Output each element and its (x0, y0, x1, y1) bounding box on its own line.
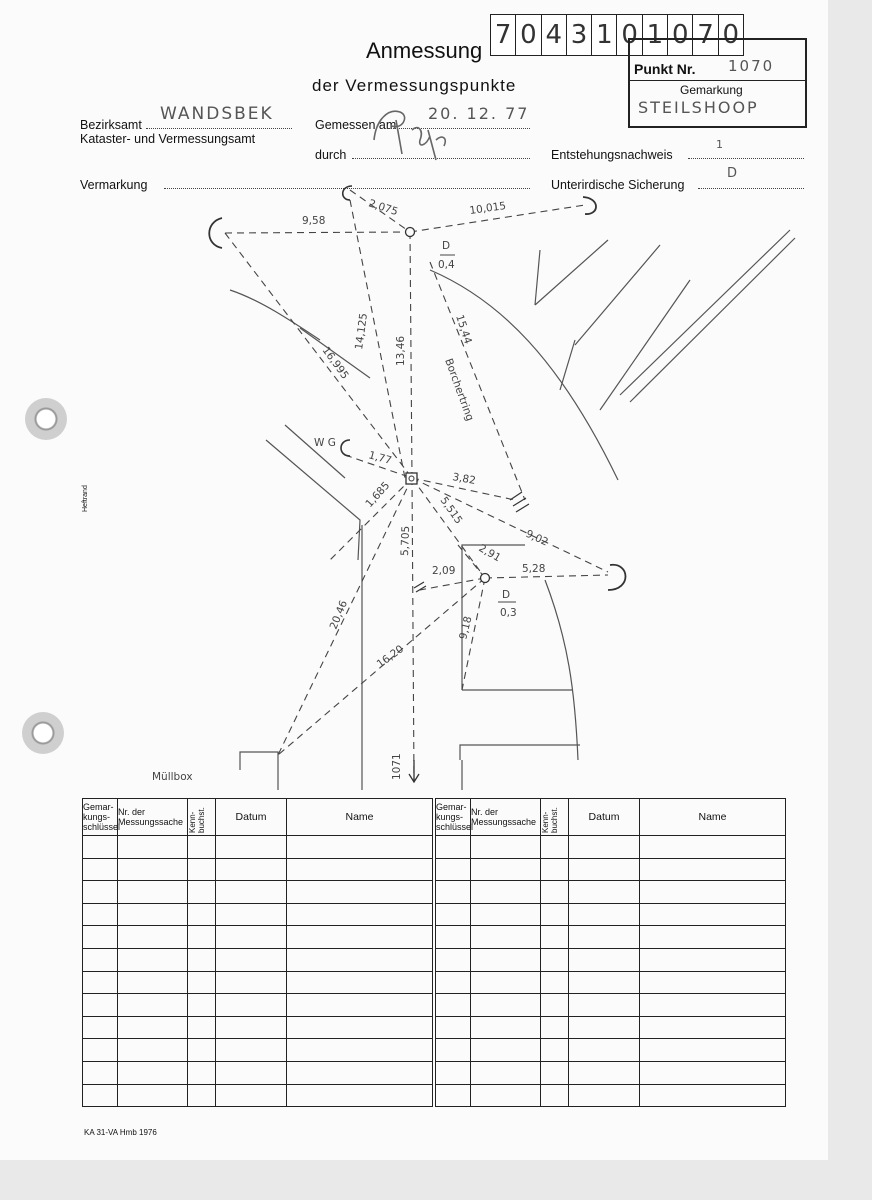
table-cell[interactable] (83, 1084, 118, 1107)
table-cell[interactable] (118, 1061, 188, 1084)
tie-line (420, 578, 485, 590)
table-cell[interactable] (569, 858, 640, 881)
id-digit: 1 (643, 15, 668, 55)
table-cell[interactable] (118, 1039, 188, 1062)
table-cell[interactable] (216, 948, 287, 971)
record-table-left (82, 798, 433, 1107)
table-cell[interactable] (287, 971, 433, 994)
sicherung-value: D (727, 166, 740, 181)
measure-label: 5,28 (522, 563, 546, 575)
tie-line (412, 478, 608, 572)
table-cell[interactable] (188, 1039, 216, 1062)
col-gemarkungsschluessel: Gemar-kungs-schlüssel (436, 799, 471, 836)
table-cell[interactable] (83, 994, 118, 1017)
table-cell[interactable] (541, 836, 569, 859)
building-edge (240, 752, 278, 790)
table-cell[interactable] (83, 903, 118, 926)
table-row (83, 858, 433, 881)
curb-line (545, 580, 578, 760)
hydrant-mark (414, 582, 426, 592)
measure-label: 2,075 (367, 197, 400, 219)
heftrand-label: Heftrand (82, 485, 89, 512)
measure-label: 2,91 (476, 542, 503, 565)
measure-label: 5,515 (437, 494, 465, 527)
table-cell[interactable] (216, 903, 287, 926)
table-cell[interactable] (83, 1016, 118, 1039)
bezirksamt-label: Bezirksamt (80, 118, 142, 132)
table-cell[interactable] (569, 836, 640, 859)
table-cell[interactable] (188, 926, 216, 949)
measure-label: 14,125 (353, 312, 371, 351)
id-digit: 4 (542, 15, 567, 55)
table-cell[interactable] (216, 1039, 287, 1062)
table-cell[interactable] (287, 836, 433, 859)
table-cell[interactable] (471, 836, 541, 859)
col-kennbuchstabe (188, 799, 216, 836)
table-cell[interactable] (471, 926, 541, 949)
tie-line (278, 478, 412, 755)
table-cell[interactable] (541, 881, 569, 904)
measure-label: 20,46 (327, 598, 351, 632)
table-cell[interactable] (471, 903, 541, 926)
table-cell[interactable] (569, 1061, 640, 1084)
measure-label: 10,015 (468, 199, 507, 217)
table-cell[interactable] (118, 926, 188, 949)
table-cell[interactable] (188, 994, 216, 1017)
table-cell[interactable] (216, 881, 287, 904)
table-cell[interactable] (216, 994, 287, 1017)
table-cell[interactable] (541, 994, 569, 1017)
table-row (436, 926, 786, 949)
table-cell[interactable] (118, 1016, 188, 1039)
table-row (436, 881, 786, 904)
table-row (83, 1016, 433, 1039)
table-cell[interactable] (436, 1016, 471, 1039)
table-cell[interactable] (569, 1016, 640, 1039)
table-cell[interactable] (118, 948, 188, 971)
id-digit: 3 (567, 15, 592, 55)
building-edge (460, 745, 580, 760)
table-cell[interactable] (118, 994, 188, 1017)
table-cell[interactable] (640, 858, 786, 881)
measure-label: 1,77 (367, 449, 393, 467)
table-row (83, 903, 433, 926)
table-row (83, 926, 433, 949)
id-digit: 0 (668, 15, 693, 55)
table-cell[interactable] (118, 858, 188, 881)
measure-label: 9,18 (457, 615, 475, 641)
table-cell[interactable] (83, 858, 118, 881)
table-cell[interactable] (541, 948, 569, 971)
table-cell[interactable] (436, 836, 471, 859)
table-cell[interactable] (83, 836, 118, 859)
table-cell[interactable] (118, 903, 188, 926)
table-cell[interactable] (188, 858, 216, 881)
marker-right-under: 0,3 (500, 607, 517, 619)
punkt-label: Punkt Nr. (634, 61, 696, 77)
col-kennbuchstabe-label: Kenn-buchst. (541, 807, 559, 833)
corner-marker (608, 565, 626, 590)
id-digit: 0 (516, 15, 541, 55)
hydrant-mark (510, 492, 529, 512)
table-cell[interactable] (287, 1016, 433, 1039)
table-cell[interactable] (287, 858, 433, 881)
survey-point-center (406, 473, 417, 484)
building-edge (266, 440, 360, 560)
table-cell[interactable] (216, 1084, 287, 1107)
table-row (83, 971, 433, 994)
building-edge (575, 245, 660, 345)
table-cell[interactable] (188, 881, 216, 904)
table-cell[interactable] (471, 881, 541, 904)
id-digit: 7 (693, 15, 718, 55)
survey-point-right (481, 574, 490, 583)
id-digit: 0 (722, 20, 740, 50)
tie-line (412, 478, 485, 578)
form-id: KA 31-VA Hmb 1976 (84, 1128, 157, 1137)
table-row (83, 948, 433, 971)
measure-label: 9,02 (523, 527, 551, 549)
table-cell[interactable] (188, 903, 216, 926)
table-cell[interactable] (471, 994, 541, 1017)
table-cell[interactable] (287, 1084, 433, 1107)
table-cell[interactable] (640, 1084, 786, 1107)
table-row (436, 1084, 786, 1107)
tie-line (410, 232, 412, 478)
corner-marker (209, 218, 222, 248)
vermarkung-label: Vermarkung (80, 178, 148, 192)
measure-label: 1,685 (363, 479, 393, 511)
table-cell[interactable] (287, 1061, 433, 1084)
table-cell[interactable] (216, 1061, 287, 1084)
table-cell[interactable] (83, 926, 118, 949)
measure-label: 15,44 (453, 313, 474, 346)
table-cell[interactable] (216, 926, 287, 949)
col-kennbuchstabe-label: Kenn-buchst. (188, 807, 206, 833)
table-cell[interactable] (541, 971, 569, 994)
id-digit: 1 (592, 15, 617, 55)
id-digit: 0 (617, 15, 642, 55)
building-edge (535, 240, 608, 305)
table-cell[interactable] (436, 1084, 471, 1107)
table-cell[interactable] (436, 926, 471, 949)
marker-top-under: 0,4 (438, 259, 455, 271)
building-edge (560, 340, 575, 390)
table-cell[interactable] (436, 858, 471, 881)
form-subtitle: der Vermessungspunkte (312, 76, 517, 95)
table-row (83, 881, 433, 904)
table-cell[interactable] (436, 1061, 471, 1084)
table-cell[interactable] (541, 926, 569, 949)
tie-line (412, 478, 414, 780)
table-cell[interactable] (471, 1084, 541, 1107)
table-cell[interactable] (287, 948, 433, 971)
table-cell[interactable] (216, 858, 287, 881)
table-cell[interactable] (569, 994, 640, 1017)
table-row (83, 1039, 433, 1062)
id-digit: 7 (491, 15, 516, 55)
table-cell[interactable] (471, 1016, 541, 1039)
rail-line (620, 230, 795, 402)
col-name: Name (287, 799, 433, 836)
table-cell[interactable] (83, 1061, 118, 1084)
table-cell[interactable] (216, 836, 287, 859)
table-row (436, 1039, 786, 1062)
gemessen-label: Gemessen am (315, 118, 397, 132)
table-row (83, 836, 433, 859)
corner-marker (343, 186, 352, 200)
wg-label: W G (314, 437, 336, 449)
table-cell[interactable] (541, 858, 569, 881)
table-cell[interactable] (569, 948, 640, 971)
gemessen-value: 20. 12. 77 (428, 104, 530, 123)
table-cell[interactable] (287, 881, 433, 904)
table-cell[interactable] (436, 948, 471, 971)
table-cell[interactable] (436, 971, 471, 994)
table-cell[interactable] (569, 1084, 640, 1107)
table-cell[interactable] (188, 1016, 216, 1039)
gemarkung-label: Gemarkung (680, 83, 743, 97)
bezirksamt-value: WANDSBEK (160, 104, 274, 124)
col-kennbuchstabe (541, 799, 569, 836)
table-cell[interactable] (640, 903, 786, 926)
record-table-right (435, 798, 786, 1107)
measure-label: 9,58 (302, 215, 326, 227)
table-row (83, 1084, 433, 1107)
table-cell[interactable] (640, 836, 786, 859)
table-cell[interactable] (640, 1016, 786, 1039)
table-cell[interactable] (188, 971, 216, 994)
table-row (436, 836, 786, 859)
table-cell[interactable] (471, 858, 541, 881)
table-cell[interactable] (436, 881, 471, 904)
ref-point-label: 1071 (391, 753, 403, 780)
entstehung-label: Entstehungsnachweis (551, 148, 673, 162)
table-cell[interactable] (287, 926, 433, 949)
form-title: Anmessung (366, 38, 483, 63)
table-cell[interactable] (83, 971, 118, 994)
tie-line (430, 262, 525, 500)
measure-label: 5,705 (399, 525, 413, 557)
tie-line (485, 575, 608, 578)
table-cell[interactable] (569, 903, 640, 926)
entstehung-value: 1 (716, 138, 725, 151)
record-rows (83, 836, 433, 1107)
table-cell[interactable] (118, 881, 188, 904)
table-cell[interactable] (83, 948, 118, 971)
tie-line (225, 232, 410, 233)
measure-label: 2,09 (432, 565, 456, 577)
table-cell[interactable] (118, 1084, 188, 1107)
measure-label: 13,46 (395, 335, 407, 366)
col-name: Name (640, 799, 786, 836)
col-messungssache: Nr. der Messungssache (118, 799, 188, 836)
measure-label: 16,20 (374, 643, 407, 671)
table-cell[interactable] (216, 971, 287, 994)
table-cell[interactable] (569, 971, 640, 994)
table-cell[interactable] (436, 994, 471, 1017)
table-cell[interactable] (640, 1039, 786, 1062)
table-cell[interactable] (471, 1061, 541, 1084)
table-cell[interactable] (287, 903, 433, 926)
table-cell[interactable] (188, 1061, 216, 1084)
col-gemarkungsschluessel: Gemar-kungs-schlüssel (83, 799, 118, 836)
marker-top-over: D (442, 240, 451, 252)
building-edge (285, 425, 345, 478)
record-rows (436, 836, 786, 1107)
table-cell[interactable] (640, 994, 786, 1017)
corner-marker (341, 440, 350, 456)
table-cell[interactable] (471, 971, 541, 994)
table-row (436, 994, 786, 1017)
punkt-value: 1070 (728, 57, 775, 75)
measure-label: 3,82 (451, 471, 477, 488)
table-cell[interactable] (541, 903, 569, 926)
table-cell[interactable] (541, 1016, 569, 1039)
street-name: Borchertring (442, 356, 476, 423)
col-datum: Datum (569, 799, 640, 836)
table-cell[interactable] (83, 881, 118, 904)
table-cell[interactable] (188, 1084, 216, 1107)
table-cell[interactable] (118, 836, 188, 859)
table-row (436, 971, 786, 994)
muellbox-label: Müllbox (152, 771, 193, 783)
table-cell[interactable] (83, 1039, 118, 1062)
measure-label: 16,995 (319, 344, 351, 382)
table-row (83, 994, 433, 1017)
table-cell[interactable] (471, 1039, 541, 1062)
table-row (436, 1061, 786, 1084)
table-row (436, 858, 786, 881)
table-cell[interactable] (640, 926, 786, 949)
gemarkung-value: STEILSHOOP (638, 98, 759, 117)
table-cell[interactable] (541, 1061, 569, 1084)
table-cell[interactable] (471, 948, 541, 971)
sicherung-label: Unterirdische Sicherung (551, 178, 685, 192)
table-cell[interactable] (287, 1039, 433, 1062)
table-cell[interactable] (436, 1039, 471, 1062)
table-cell[interactable] (640, 971, 786, 994)
table-row (436, 948, 786, 971)
survey-point-top (406, 228, 415, 237)
table-cell[interactable] (541, 1084, 569, 1107)
table-cell[interactable] (569, 1039, 640, 1062)
table-row (436, 1016, 786, 1039)
table-row (436, 903, 786, 926)
table-cell[interactable] (118, 971, 188, 994)
table-cell[interactable] (188, 948, 216, 971)
table-cell[interactable] (640, 881, 786, 904)
table-cell[interactable] (569, 881, 640, 904)
table-row (83, 1061, 433, 1084)
col-datum: Datum (216, 799, 287, 836)
durch-label: durch (315, 148, 347, 162)
table-cell[interactable] (188, 836, 216, 859)
table-cell[interactable] (541, 1039, 569, 1062)
table-cell[interactable] (640, 948, 786, 971)
table-cell[interactable] (287, 994, 433, 1017)
table-cell[interactable] (436, 903, 471, 926)
table-cell[interactable] (216, 1016, 287, 1039)
corner-marker (583, 197, 596, 214)
table-cell[interactable] (569, 926, 640, 949)
table-cell[interactable] (640, 1061, 786, 1084)
marker-right-over: D (502, 589, 511, 601)
kataster-label: Kataster- und Vermessungsamt (80, 132, 256, 146)
col-messungssache: Nr. der Messungssache (471, 799, 541, 836)
direction-arrow (409, 760, 419, 782)
